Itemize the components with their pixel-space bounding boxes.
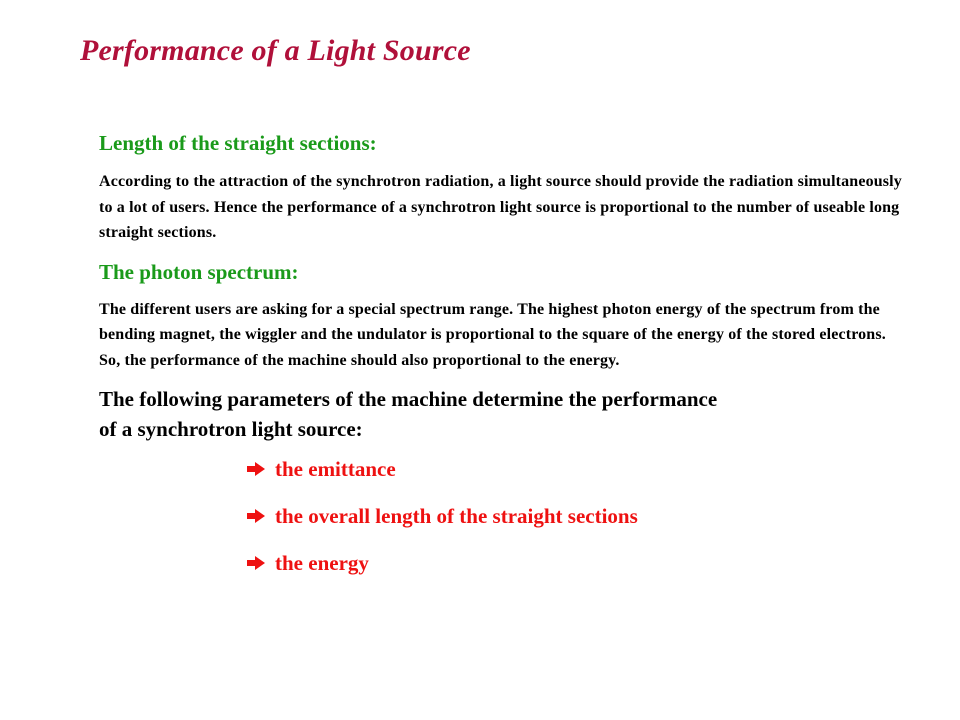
parameter-list <box>99 454 909 578</box>
parameter-item-emittance <box>246 454 909 484</box>
parameter-label: the overall length of the straight sections <box>275 504 638 528</box>
arrow-right-icon <box>246 555 266 571</box>
section-heading-straight-sections: Length of the straight sections: <box>99 131 377 155</box>
parameter-item-energy <box>246 548 909 578</box>
parameters-lead <box>99 384 909 444</box>
section-body-straight-sections: According to the attraction of the synchrotron radiation, a light source should provide the radiation simultaneously to a lot of users. Hence the performance of a synchrotron light source is proportional to the number of useable long straight sections. <box>99 173 902 241</box>
parameter-label: the energy <box>275 551 369 575</box>
section-body-photon-spectrum: The different users are asking for a special spectrum range. The highest photon energy of the spectrum from the bending magnet, the wiggler and the undulator is proportional to the square of the energy of the stored electrons. So, the performance of the machine should also proportional to the energy. <box>99 300 886 369</box>
slide-title: Performance of a Light Source <box>80 34 471 67</box>
parameters-lead-line-2: of a synchrotron light source: <box>99 417 363 441</box>
parameter-label: the emittance <box>275 457 396 481</box>
arrow-right-icon <box>246 508 266 524</box>
section-heading-photon-spectrum: The photon spectrum: <box>99 259 299 284</box>
slide-content <box>99 128 909 595</box>
parameters-lead-line-1: The following parameters of the machine determine the performance <box>99 387 718 411</box>
parameter-item-straight-sections-length <box>246 501 909 531</box>
arrow-right-icon <box>246 461 266 477</box>
